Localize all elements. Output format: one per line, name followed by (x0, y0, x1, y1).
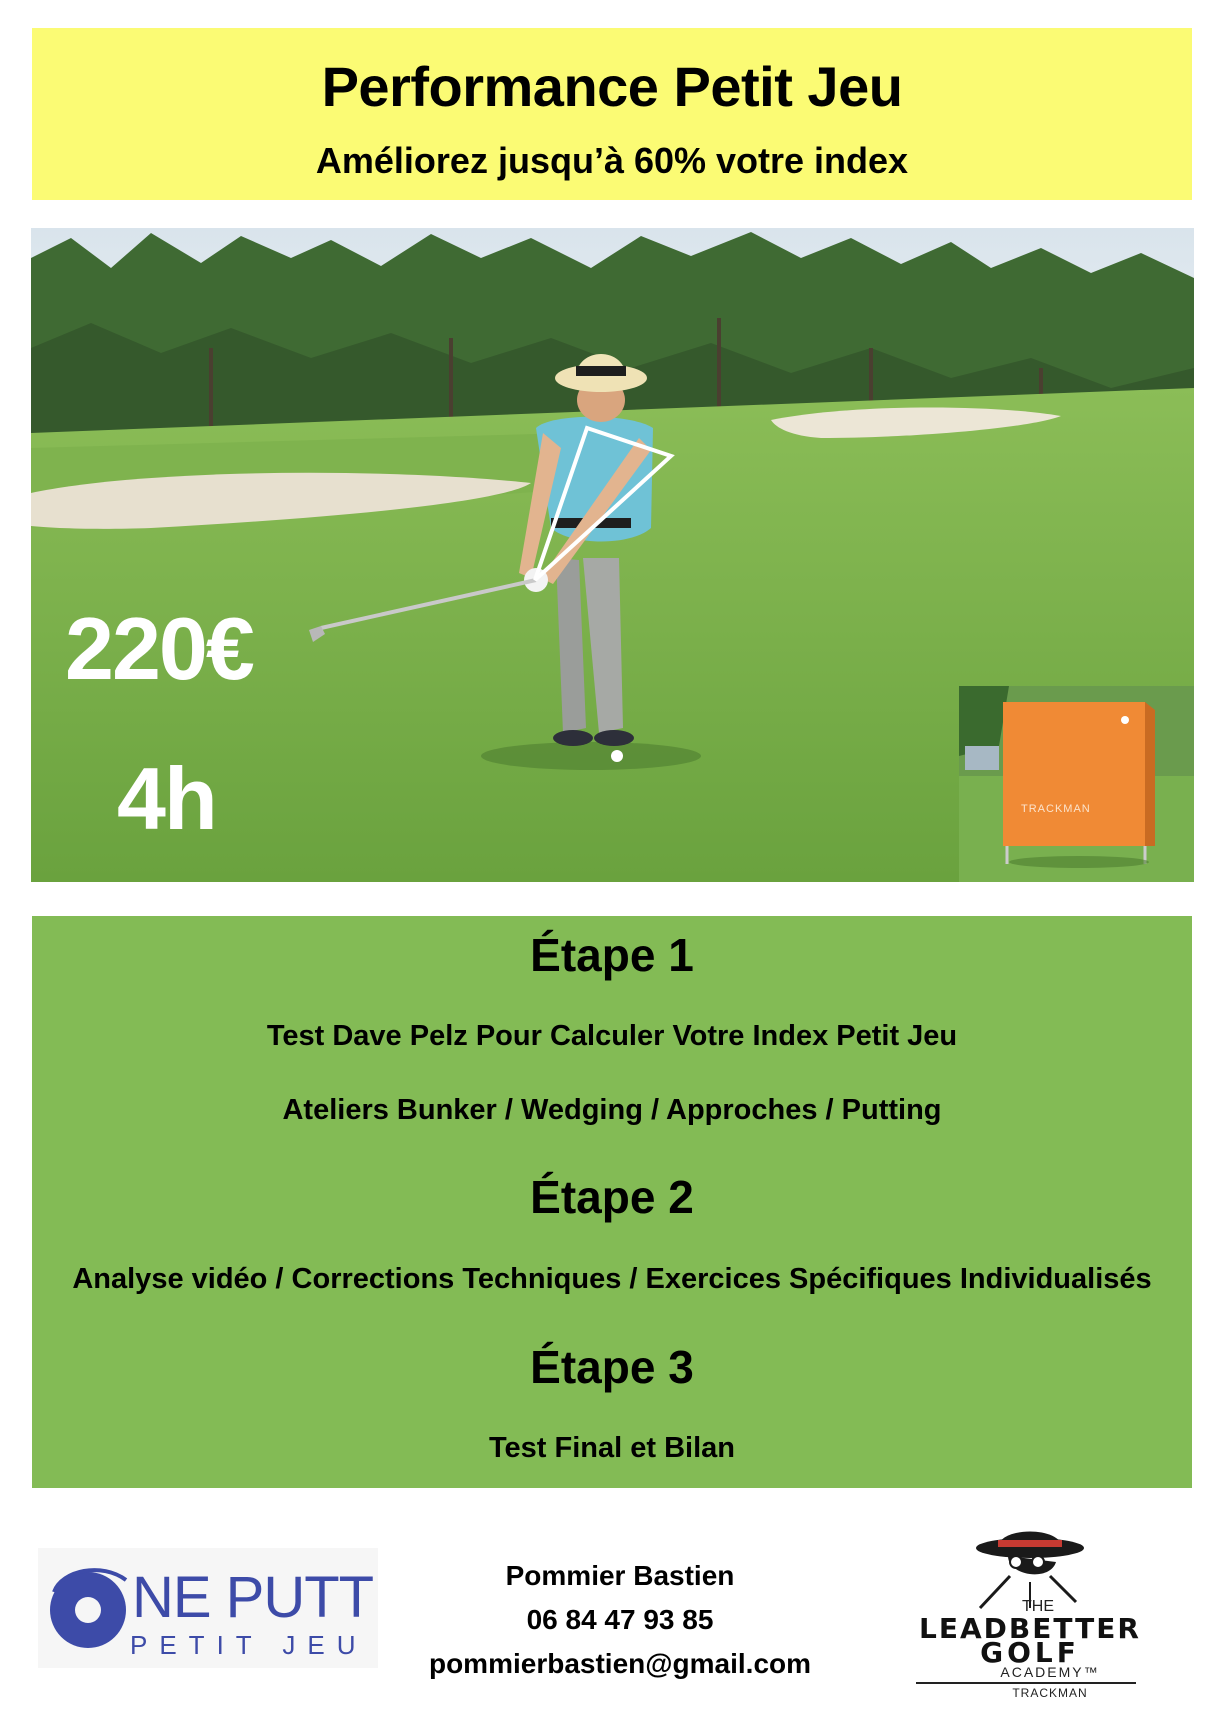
logo-golf-text: GOLF (980, 1636, 1080, 1669)
contact-phone[interactable]: 06 84 47 93 85 (526, 1604, 714, 1635)
trackman-device-image (959, 686, 1194, 882)
contact-email[interactable]: pommierbastien@gmail.com (428, 1648, 812, 1679)
step-2-heading: Étape 2 (530, 1171, 694, 1223)
trackman-brand-text: TRACKMAN (1021, 803, 1091, 815)
golf-photo (31, 228, 1194, 882)
logo-the-text: THE (1022, 1598, 1054, 1615)
page-title: Performance Petit Jeu (321, 55, 903, 118)
step-1-heading: Étape 1 (530, 929, 694, 981)
price-label: 220€ (65, 599, 253, 698)
one-putt-logo-text: NE PUTT (132, 1565, 374, 1630)
step-3-heading: Étape 3 (530, 1341, 694, 1393)
step-1-line-2: Ateliers Bunker / Wedging / Approches / Putting (282, 1094, 942, 1126)
one-putt-o-icon (42, 1562, 134, 1654)
one-putt-logo (38, 1548, 378, 1668)
leadbetter-golf-academy-logo (880, 1522, 1180, 1702)
page-subtitle: Améliorez jusqu’à 60% votre index (315, 140, 909, 181)
step-1-line-1: Test Dave Pelz Pour Calculer Votre Index Petit Jeu (266, 1020, 958, 1052)
step-2-line-1: Analyse vidéo / Corrections Techniques / Exercices Spécifiques Individualisés (72, 1263, 1152, 1295)
duration-label: 4h (117, 749, 216, 848)
logo-academy-text: ACADEMY™ (1000, 1664, 1100, 1680)
trackman-inset-photo (959, 686, 1194, 882)
petit-jeu-logo-text: PETIT JEU (130, 1630, 368, 1660)
header-banner (32, 28, 1192, 200)
contact-name: Pommier Bastien (505, 1560, 735, 1591)
steps-panel (32, 916, 1192, 1488)
step-3-line-1: Test Final et Bilan (488, 1432, 735, 1464)
logo-leadbetter-text: LEADBETTER (919, 1612, 1141, 1645)
logo-divider (916, 1682, 1136, 1684)
logo-trackman-text: TRACKMAN (1012, 1686, 1088, 1700)
